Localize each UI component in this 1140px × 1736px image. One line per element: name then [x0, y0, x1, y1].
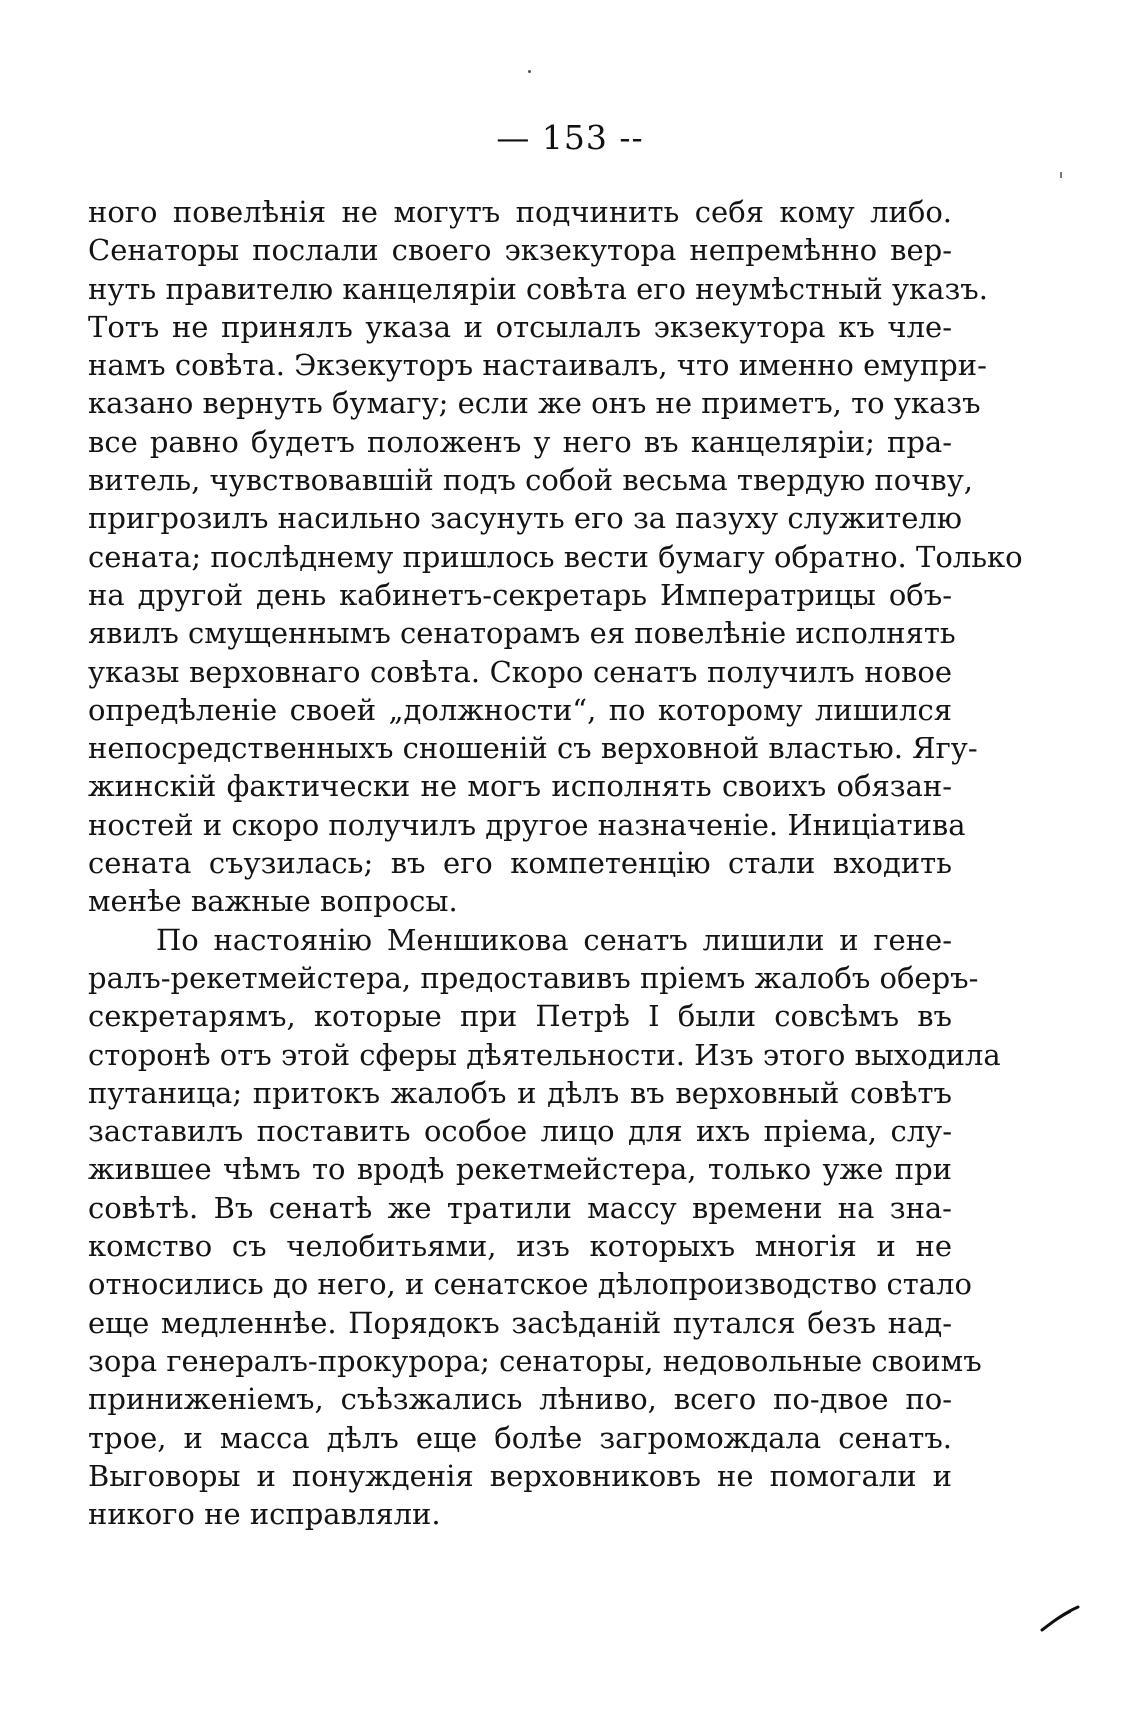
text-line: Тотъ не принялъ указа и отсылалъ экзекутора къ чле- — [88, 309, 952, 344]
text-line: ралъ-рекетмейстера, предоставивъ пріемъ жалобъ оберъ- — [88, 960, 979, 995]
pen-stroke-mark — [1040, 1604, 1080, 1634]
text-line: казано вернуть бумагу; если же онъ не приметъ, то указъ — [88, 386, 981, 421]
text-line: витель, чувствовавшій подъ собой весьма твердую почву, — [88, 463, 973, 498]
text-line: нуть правителю канцеляріи совѣта его неумѣстный указъ. — [88, 271, 988, 306]
body-text — [88, 193, 1023, 1533]
text-line: жившее чѣмъ то вродѣ рекетмейстера, только уже при — [88, 1152, 952, 1187]
text-line: все равно будетъ положенъ у него въ канцеляріи; пра- — [88, 424, 952, 459]
text-line: заставилъ поставить особое лицо для ихъ пріема, слу- — [88, 1114, 952, 1149]
paragraph-start-line: По настоянію Меншикова сенатъ лишили и гене- — [156, 922, 952, 957]
text-line: опредѣленіе своей „должности“, по которому лишился — [88, 692, 952, 727]
text-line: непосредственныхъ сношеній съ верховной властью. Ягу- — [88, 731, 978, 766]
text-line: намъ совѣта. Экзекуторъ настаивалъ, что именно емупри- — [88, 348, 987, 383]
text-line: Сенаторы послали своего экзекутора непремѣнно вер- — [88, 233, 952, 268]
text-line: совѣтѣ. Въ сенатѣ же тратили массу времени на зна- — [88, 1190, 952, 1225]
text-line: приниженіемъ, съѣзжались лѣниво, всего по-двое по- — [88, 1382, 952, 1417]
text-line: зора генералъ-прокурора; сенаторы, недовольные своимъ — [88, 1343, 982, 1378]
text-line: путаница; притокъ жалобъ и дѣлъ въ верховный совѣтъ — [88, 1075, 952, 1110]
print-speck — [528, 70, 531, 73]
text-line: еще медленнѣе. Порядокъ засѣданій путался безъ над- — [88, 1305, 952, 1340]
text-line: Выговоры и понужденія верховниковъ не помогали и — [88, 1458, 952, 1493]
text-line: секретарямъ, которые при Петрѣ I были совсѣмъ въ — [88, 999, 952, 1034]
text-line: относились до него, и сенатское дѣлопроизводство стало — [88, 1267, 972, 1302]
text-line: сторонѣ отъ этой сферы дѣятельности. Изъ этого выходила — [88, 1037, 1001, 1072]
text-line: пригрозилъ насильно засунуть его за пазуху служителю — [88, 501, 963, 536]
text-line: жинскій фактически не могъ исполнять своихъ обязан- — [88, 769, 952, 804]
text-line: ностей и скоро получилъ другое назначеніе. Иниціатива — [88, 807, 966, 842]
paragraph-end-line: никого не исправляли. — [88, 1497, 441, 1532]
page-number: — 153 -- — [496, 118, 644, 157]
text-line: ного повелѣнія не могутъ подчинить себя кому либо. — [88, 195, 952, 229]
text-line: сената съузилась; въ его компетенцію стали входить — [88, 846, 952, 881]
text-line: трое, и масса дѣлъ еще болѣе загромождала сенатъ. — [88, 1420, 952, 1455]
text-line: явилъ смущеннымъ сенаторамъ ея повелѣніе исполнять — [88, 616, 956, 651]
text-line: сената; послѣднему пришлось вести бумагу обратно. Только — [88, 539, 1023, 574]
text-line: указы верховнаго совѣта. Скоро сенатъ получилъ новое — [88, 654, 952, 689]
paragraph-end-line: менѣе важные вопросы. — [88, 884, 458, 919]
text-line: комство съ челобитьями, изъ которыхъ многія и не — [88, 1229, 952, 1264]
print-speck — [1060, 172, 1062, 178]
text-line: на другой день кабинетъ-секретарь Императрицы объ- — [88, 577, 952, 612]
